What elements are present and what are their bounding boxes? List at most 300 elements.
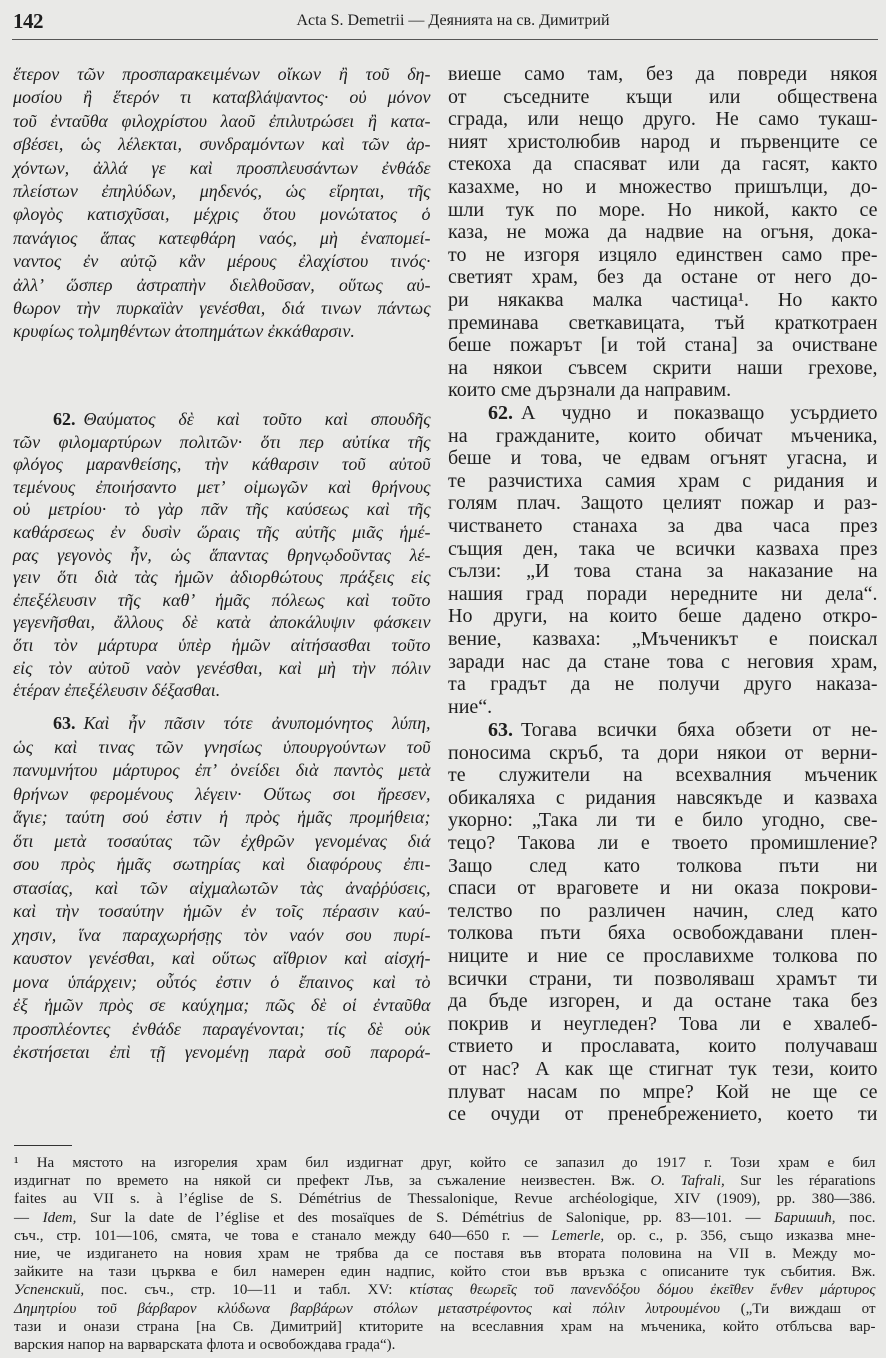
line-content bbox=[53, 409, 431, 429]
text-line bbox=[13, 712, 431, 736]
line-content bbox=[13, 64, 431, 84]
line-content bbox=[448, 199, 878, 221]
line-text: преминава светкавицата, тъй краткотраен bbox=[448, 311, 878, 334]
line-content bbox=[13, 499, 431, 519]
bulgarian-paragraph-62 bbox=[448, 402, 878, 718]
line-content bbox=[448, 108, 878, 130]
line-text: Но други, на които беше дадено откро- bbox=[448, 605, 878, 628]
line-content bbox=[448, 515, 878, 537]
line-text: ният христолюбив народ и първенците се bbox=[448, 130, 878, 153]
line-text: ὅτι τὸν μάρτυρα ὑπὲρ ἡμῶν αἰτήσασθαι τοῦτο bbox=[13, 634, 431, 655]
footnote-line-content bbox=[14, 1246, 876, 1262]
greek-paragraph-62 bbox=[13, 408, 431, 702]
line-content bbox=[13, 948, 431, 968]
line-content bbox=[13, 134, 431, 154]
line-content bbox=[13, 181, 431, 201]
line-text: се очуди от пренебрежението, което ти bbox=[448, 1103, 878, 1126]
line-content bbox=[448, 1081, 878, 1103]
line-content bbox=[13, 275, 431, 295]
line-content bbox=[13, 760, 431, 780]
line-content bbox=[13, 1019, 431, 1039]
text-line bbox=[13, 320, 431, 343]
line-content bbox=[13, 158, 431, 178]
text-line bbox=[448, 312, 878, 335]
line-content bbox=[448, 832, 878, 854]
text-line bbox=[448, 560, 878, 583]
line-content bbox=[448, 696, 492, 718]
footnote-text: Sur la date de l’église et des mosaïques de S. Démétrius de Salonique, pp. 83—101. — bbox=[76, 1209, 775, 1226]
bulgarian-paragraph-61-end bbox=[448, 63, 878, 402]
footnote-line bbox=[14, 1190, 876, 1208]
footnote-line-content bbox=[14, 1173, 876, 1189]
text-line bbox=[13, 736, 431, 760]
footnote-line-content bbox=[14, 1319, 876, 1335]
line-text: οὐ μετρίου· τὸ γὰρ πᾶν τῆς καύσεως καὶ τῆς bbox=[13, 499, 431, 520]
citation-italic: Баришић, bbox=[774, 1209, 836, 1226]
line-content bbox=[448, 470, 878, 492]
line-text: Καὶ ἦν πᾶσιν τότε ἀνυπομόνητος λύπη, bbox=[83, 713, 431, 733]
line-content bbox=[448, 357, 878, 379]
citation-italic: Δημητρίου τοῦ βάρβαρον κλύδωνα βαρβάρων στόλων μεταστρέφοντος καὶ πόλιν λυτρουμένου bbox=[14, 1300, 721, 1317]
line-text: тецо? Такова ли е твоето промишление? bbox=[448, 831, 878, 854]
text-line bbox=[13, 498, 431, 521]
line-content bbox=[13, 972, 431, 992]
text-line bbox=[448, 131, 878, 154]
line-text: ἀλλ’ ὥσπερ ἀστραπὴν διελθοῦσαν, οὕτως αὐ- bbox=[13, 274, 431, 295]
line-text: ствието и прославата, които получаваш bbox=[448, 1035, 878, 1058]
line-content bbox=[488, 719, 878, 741]
text-line bbox=[13, 994, 431, 1018]
footnote-line bbox=[14, 1154, 876, 1172]
text-line bbox=[448, 357, 878, 380]
text-line bbox=[448, 447, 878, 470]
text-line bbox=[448, 900, 878, 923]
line-text: ἐκστήσεται ἐπὶ τῇ γενομένῃ παρὰ σοῦ παρορά- bbox=[13, 1042, 431, 1062]
line-content bbox=[13, 545, 431, 565]
text-line bbox=[13, 453, 431, 476]
text-line bbox=[13, 227, 431, 250]
footnote-line bbox=[14, 1227, 876, 1245]
line-content bbox=[13, 612, 431, 632]
footnote-text: съч., стр. 101—106, смята, че това е станало между 640—650 г. — bbox=[14, 1227, 552, 1244]
citation-italic: κτίστας θεωρεῖς τοῦ πανενδόξου δόμου ἐκεῖθεν ἔνθεν μάρτυρος bbox=[409, 1282, 876, 1299]
line-text: беше пожарът [и той стана] за очистване bbox=[448, 334, 878, 357]
text-line bbox=[448, 108, 878, 131]
text-line bbox=[448, 492, 878, 515]
greek-paragraph-61-end bbox=[13, 63, 431, 344]
line-content bbox=[13, 635, 431, 655]
line-content bbox=[448, 900, 878, 922]
line-text: ὡς καὶ τινας τῶν γνησίως ὑπουργούντων τοῦ bbox=[13, 736, 431, 757]
line-content bbox=[448, 990, 878, 1012]
line-text: заради нас да стане това с неговия храм, bbox=[448, 650, 878, 673]
line-text: ὅτι μετὰ τοσαύτας τῶν ἐχθρῶν γενομένας διά bbox=[13, 830, 431, 851]
line-text: сълзи: „И това стана за наказание на bbox=[448, 560, 878, 583]
text-line bbox=[13, 250, 431, 273]
line-text: вение, казваха: „Мъченикът е поискал bbox=[448, 627, 878, 650]
line-text: πανάγιος ἅπας κατεφθάρη ναός, μὴ ἐναπομεί- bbox=[13, 227, 431, 248]
text-line bbox=[448, 244, 878, 267]
text-line bbox=[448, 968, 878, 991]
line-content bbox=[488, 402, 878, 424]
footnote-text: faites au VII s. à l’église de S. Démétrius de Thessalonique, Revue archéologique, XIV (1909), pp. 380—386. bbox=[14, 1191, 876, 1208]
greek-paragraph-63 bbox=[13, 712, 431, 1065]
footnote-line-content bbox=[14, 1337, 395, 1353]
text-line bbox=[448, 334, 878, 357]
text-line bbox=[448, 832, 878, 855]
text-line bbox=[448, 86, 878, 109]
line-text: толкова пъти бяха освобождавани плен- bbox=[448, 922, 878, 945]
line-text: πλείστων ἐπηλύδων, μηδενός, ὡς εἴρηται, τῆς bbox=[13, 180, 431, 201]
paragraph-number: 63. bbox=[53, 713, 76, 733]
line-text: ναντος ἐν αὐτῷ κἂν μέρους ἐλαχίστου τινός· bbox=[13, 251, 431, 272]
line-content bbox=[448, 289, 878, 311]
text-line bbox=[13, 408, 431, 431]
text-line bbox=[448, 922, 878, 945]
line-text: θρήνων φερομένους λέγειν· Οὕτως σοι ἤρεσεν, bbox=[13, 783, 431, 804]
text-line bbox=[448, 221, 878, 244]
line-text: същия ден, така че всички казваха през bbox=[448, 537, 878, 560]
text-line bbox=[448, 1058, 878, 1081]
line-text: сграда, или нещо друго. Не само тукаш- bbox=[448, 108, 878, 131]
text-line bbox=[13, 759, 431, 783]
line-content bbox=[13, 321, 355, 341]
footnote-text: ¹ На мястото на изгорелия храм бил издигнат друг, който се запазил до 1917 г. Този храм е бил bbox=[14, 1155, 876, 1171]
line-content bbox=[13, 87, 431, 107]
footnote-text: пос. съч., стр. 10—11 и табл. XV: bbox=[84, 1282, 410, 1299]
line-text: χησιν, ἵνα παραχωρήσῃς τὸν ναόν σου πυρί- bbox=[13, 924, 431, 945]
text-line bbox=[448, 379, 878, 402]
text-line bbox=[448, 153, 878, 176]
line-text: шли тук по море. Но никой, както се bbox=[448, 198, 878, 221]
text-line bbox=[448, 470, 878, 493]
line-text: εἰς τὸν αὐτοῦ ναὸν γενέσθαι, καὶ μὴ τὴν πόλιν bbox=[13, 657, 431, 678]
line-text: телство по различен начин, след като bbox=[448, 899, 878, 922]
line-text: σβέσει, ὡς λέλεκται, συνδραμόντων καὶ τῶν ἀρ- bbox=[13, 134, 431, 155]
line-text: спаси от враговете и ни оказа покрови- bbox=[448, 877, 878, 900]
line-text: които сме дързнали да направим. bbox=[448, 379, 732, 402]
line-content bbox=[13, 658, 431, 678]
text-line bbox=[448, 538, 878, 561]
line-text: Тогава всички бяха обзети от не- bbox=[521, 719, 878, 741]
text-line bbox=[448, 289, 878, 312]
footnote-text: — bbox=[14, 1209, 43, 1226]
text-line bbox=[448, 742, 878, 765]
line-text: ри някаква малка частица¹. Но както bbox=[448, 288, 878, 311]
line-content bbox=[13, 878, 431, 898]
text-line bbox=[13, 853, 431, 877]
line-content bbox=[448, 538, 878, 560]
line-content bbox=[448, 968, 878, 990]
footnote-line bbox=[14, 1245, 876, 1263]
line-content bbox=[13, 204, 431, 224]
line-text: покрив и неугледен? Това ли е хвалеб- bbox=[448, 1012, 878, 1035]
footnote-text: пос. bbox=[835, 1209, 876, 1226]
text-line bbox=[13, 877, 431, 901]
line-content bbox=[448, 1013, 878, 1035]
line-text: μοσίου ἢ ἕτερόν τι καταβλάψαντος· οὐ μόνον bbox=[13, 87, 431, 108]
line-content bbox=[448, 945, 878, 967]
line-content bbox=[13, 432, 431, 452]
footnote-line bbox=[14, 1281, 876, 1299]
text-line bbox=[13, 971, 431, 995]
line-text: на някои съвсем скрити наши грехове, bbox=[448, 356, 878, 379]
line-text: γεγενῆσθαι, ἄλλους δὲ κατὰ ἀποκάλυψιν φάσκειν bbox=[13, 612, 431, 633]
text-line bbox=[448, 583, 878, 606]
text-line bbox=[13, 157, 431, 180]
line-content bbox=[448, 379, 731, 401]
line-text: нашия град поради нередните ни дела“. bbox=[448, 582, 878, 605]
footnote-line bbox=[14, 1263, 876, 1281]
line-content bbox=[13, 477, 431, 497]
text-line bbox=[13, 611, 431, 634]
line-content bbox=[448, 176, 878, 198]
footnote-line bbox=[14, 1172, 876, 1190]
line-content bbox=[13, 925, 431, 945]
text-line bbox=[448, 266, 878, 289]
line-text: καυστον γενέσθαι, καὶ οὕτως αἴθριον καὶ αἰσχή- bbox=[13, 948, 431, 968]
text-line bbox=[448, 63, 878, 86]
line-content bbox=[13, 807, 431, 827]
line-text: πανυμνήτου μάρτυρος ἐπ’ ὀνείδει διὰ παντὸς μετὰ bbox=[13, 760, 431, 780]
line-content bbox=[13, 995, 431, 1015]
text-line bbox=[13, 86, 431, 109]
line-content bbox=[448, 266, 878, 288]
text-line bbox=[13, 589, 431, 612]
text-line bbox=[13, 1041, 431, 1065]
footnote-text: Sur les réparations bbox=[724, 1173, 876, 1190]
footnote bbox=[14, 1154, 876, 1354]
line-content bbox=[448, 1103, 878, 1125]
text-line bbox=[13, 657, 431, 680]
line-content bbox=[448, 334, 878, 356]
line-text: θωρον τὴν πυρκαϊὰν γενέσθαι, διά τινων πάντως bbox=[13, 297, 431, 318]
line-content bbox=[13, 522, 431, 542]
line-text: всички страни, ти позволяваш храмът ти bbox=[448, 967, 878, 990]
text-line bbox=[13, 431, 431, 454]
text-line bbox=[448, 515, 878, 538]
line-text: μονα ὑπάρχειν; οὗτός ἐστιν ὁ ἔπαινος καὶ τὸ bbox=[13, 971, 431, 992]
text-line bbox=[448, 764, 878, 787]
text-line bbox=[13, 900, 431, 924]
text-line bbox=[13, 924, 431, 948]
line-text: на гражданите, които обичат мъченика, bbox=[448, 424, 878, 447]
footnote-text: op. c., p. 356, също изказва мне- bbox=[604, 1227, 876, 1244]
line-text: плуват насам по мпре? Кой не ще се bbox=[448, 1080, 878, 1103]
paragraph-number: 63. bbox=[488, 719, 513, 741]
line-content bbox=[13, 228, 431, 248]
header-rule bbox=[12, 39, 878, 40]
line-text: те разчистиха самия храм с ридания и bbox=[448, 469, 878, 492]
line-content bbox=[13, 590, 431, 610]
text-line bbox=[448, 628, 878, 651]
line-content bbox=[448, 492, 878, 514]
line-text: да бъде изгорен, и да остане така без bbox=[448, 990, 878, 1013]
line-content bbox=[448, 922, 878, 944]
text-line bbox=[13, 274, 431, 297]
line-content bbox=[448, 86, 878, 108]
text-line bbox=[13, 1018, 431, 1042]
line-content bbox=[448, 605, 878, 627]
line-content bbox=[448, 447, 878, 469]
line-content bbox=[448, 742, 878, 764]
footnote-text: („Ти виждаш от bbox=[720, 1300, 876, 1317]
line-content bbox=[13, 680, 220, 700]
footnote-line-content bbox=[14, 1191, 876, 1207]
line-text: те служители на всехвалния мъченик bbox=[448, 764, 878, 787]
footnote-line-content bbox=[14, 1210, 876, 1226]
line-text: обикаляха с ридания навсякъде и казваха bbox=[448, 786, 878, 809]
citation-italic: Idem, bbox=[42, 1209, 77, 1226]
line-content bbox=[448, 764, 878, 786]
text-line bbox=[448, 199, 878, 222]
line-text: στασίας, καὶ τῶν αἰχμαλωτῶν τὰς ἀναῤῥύσεις, bbox=[13, 877, 431, 898]
line-content bbox=[448, 560, 878, 582]
text-line bbox=[448, 696, 878, 719]
footnote-line-content bbox=[14, 1282, 876, 1298]
text-line bbox=[448, 402, 878, 425]
text-line bbox=[13, 521, 431, 544]
text-line bbox=[448, 605, 878, 628]
footnote-text: ние, че издигането на новия храм не трябва да се поставя във втората половина на VII в. Между мо- bbox=[14, 1245, 876, 1262]
line-content bbox=[13, 737, 431, 757]
line-text: от нас? А как ще стигнат тук тези, които bbox=[448, 1057, 878, 1080]
text-line bbox=[448, 176, 878, 199]
line-text: ἕτερον τῶν προσπαρακειμένων οἴκων ἢ τοῦ δη- bbox=[13, 64, 431, 84]
line-content bbox=[448, 221, 878, 243]
footnote-line bbox=[14, 1209, 876, 1227]
line-content bbox=[13, 454, 431, 474]
line-content bbox=[53, 713, 431, 733]
bulgarian-paragraph-63 bbox=[448, 719, 878, 1126]
text-line bbox=[448, 651, 878, 674]
footnote-line bbox=[14, 1318, 876, 1336]
citation-italic: O. Tafrali, bbox=[650, 1173, 725, 1190]
line-text: стекоха да спасяват или да гасят, както bbox=[448, 153, 878, 176]
text-line bbox=[448, 425, 878, 448]
footnote-line-content bbox=[14, 1264, 876, 1280]
line-content bbox=[448, 312, 878, 334]
running-title: Acta S. Demetrii — Деянията на св. Димитрий bbox=[296, 12, 610, 29]
text-line bbox=[13, 63, 431, 86]
line-content bbox=[13, 784, 431, 804]
footnote-line bbox=[14, 1336, 876, 1354]
line-content bbox=[448, 583, 878, 605]
line-content bbox=[13, 901, 431, 921]
text-line bbox=[13, 566, 431, 589]
line-text: φλόγος μαρανθείσης, τὴν κάθαρσιν τοῦ αὐτοῦ bbox=[13, 454, 431, 475]
footnote-line-content bbox=[14, 1301, 876, 1317]
text-line bbox=[13, 297, 431, 320]
line-text: Защо след като толкова пъти ни bbox=[448, 854, 878, 877]
paragraph-number: 62. bbox=[53, 409, 76, 429]
line-text: ние“. bbox=[448, 695, 493, 718]
text-line bbox=[448, 673, 878, 696]
line-text: каза, не можа да надвие на огъня, дока- bbox=[448, 221, 878, 244]
line-text: чистването станаха за два часа през bbox=[448, 514, 878, 537]
text-line bbox=[13, 634, 431, 657]
text-line bbox=[448, 1103, 878, 1126]
text-line bbox=[13, 110, 431, 133]
line-content bbox=[13, 831, 431, 851]
line-content bbox=[448, 1058, 878, 1080]
text-line bbox=[448, 877, 878, 900]
text-line bbox=[13, 679, 431, 702]
text-line bbox=[448, 1013, 878, 1036]
text-line bbox=[448, 1035, 878, 1058]
text-line bbox=[448, 719, 878, 742]
text-line bbox=[448, 787, 878, 810]
line-text: τεμένους ἐποιήσαντο μετ’ οἰμωγῶν καὶ θρήνους bbox=[13, 476, 431, 497]
line-text: та градът да не получи друго наказа- bbox=[448, 673, 878, 696]
line-text: от съседните къщи или обществена bbox=[448, 85, 878, 108]
line-text: σου πρὸς ἡμᾶς σωτηρίας καὶ διαφόρους ἐπι- bbox=[13, 854, 431, 874]
paragraph-number: 62. bbox=[488, 402, 513, 424]
text-line bbox=[448, 855, 878, 878]
line-content bbox=[448, 63, 878, 85]
line-text: τοῦ ἐνταῦθα φιλοχρίστου λαοῦ ἐπιλυτρώσει ἢ κατα- bbox=[13, 110, 431, 131]
line-content bbox=[448, 809, 878, 831]
line-text: голям плач. Защото целият пожар и раз- bbox=[448, 492, 878, 515]
footnote-text: тази и онази страна [на Св. Димитрий] ктиторите на всеславния храм на мъченика, който отблъсва вар- bbox=[14, 1318, 876, 1335]
line-content bbox=[13, 1042, 431, 1062]
text-line bbox=[13, 806, 431, 830]
line-text: ρας γεγονὸς ἦν, ὡς ἅπαντας θρηνῳδοῦντας λέ- bbox=[13, 544, 431, 565]
text-line bbox=[448, 1081, 878, 1104]
footnote-text: зайките на тази църква е бил намерен един надпис, който стои във връзка с описаните тук събития. Вж. bbox=[14, 1264, 876, 1281]
line-content bbox=[448, 855, 878, 877]
text-line bbox=[13, 203, 431, 226]
text-line bbox=[13, 476, 431, 499]
line-text: поносима скръб, та дори някои от верни- bbox=[448, 741, 878, 764]
line-content bbox=[13, 567, 431, 587]
line-content bbox=[448, 244, 878, 266]
footnote-text: издигнат по времето на някой си префект Лъв, за съжаление неизвестен. Вж. bbox=[14, 1173, 651, 1190]
line-text: χόντων, ἀλλά γε καὶ προσπλευσάντων ἐνθάδε bbox=[13, 157, 431, 178]
line-text: τῶν φιλομαρτύρων πολιτῶν· ὅτι περ αὐτίκα τῆς bbox=[13, 431, 431, 452]
line-content bbox=[13, 251, 431, 271]
text-line bbox=[13, 180, 431, 203]
line-content bbox=[13, 854, 431, 874]
text-line bbox=[13, 830, 431, 854]
line-text: светият храм, без да остане от него до- bbox=[448, 266, 878, 289]
citation-italic: Lemerle, bbox=[551, 1227, 605, 1244]
line-text: ἐξ ἡμῶν πρὸς σε καύχημα; πῶς δὲ οἱ ἐνταῦθα bbox=[13, 995, 431, 1015]
line-content bbox=[448, 673, 878, 695]
line-text: казахме, но и множество пришълци, до- bbox=[448, 175, 878, 198]
line-text: ἐπεξέλευσιν τῆς καθ’ ἡμᾶς πόλεως καὶ τοῦτο bbox=[13, 589, 431, 610]
line-text: γειν ὅτι διὰ τὰς ἡμῶν ἀδιορθώτους πράξεις εἰς bbox=[13, 567, 431, 588]
line-text: А чудно и показващо усърдието bbox=[521, 402, 878, 424]
line-content bbox=[448, 651, 878, 673]
text-line bbox=[448, 945, 878, 968]
line-text: укорно: „Така ли ти е било угодно, све- bbox=[448, 809, 878, 832]
line-text: καθάρσεως ἐν δυσὶν ὥραις τῆς αὐτῆς μιᾶς ἡμέ- bbox=[13, 521, 431, 542]
text-line bbox=[13, 783, 431, 807]
footnote-line-content bbox=[14, 1228, 876, 1244]
citation-italic: Успенский, bbox=[14, 1282, 85, 1299]
line-content bbox=[13, 298, 431, 318]
text-line bbox=[448, 809, 878, 832]
line-text: беше и това, че едвам огънят угасна, и bbox=[448, 447, 878, 470]
line-text: Θαύματος δὲ καὶ τοῦτο καὶ σπουδῆς bbox=[83, 409, 431, 429]
footnote-line bbox=[14, 1300, 876, 1318]
text-line bbox=[13, 947, 431, 971]
line-content bbox=[13, 111, 431, 131]
footnote-text: варския напор на варварската флота и освобождава града“). bbox=[14, 1336, 396, 1353]
page-number: 142 bbox=[13, 9, 43, 33]
text-line bbox=[448, 990, 878, 1013]
